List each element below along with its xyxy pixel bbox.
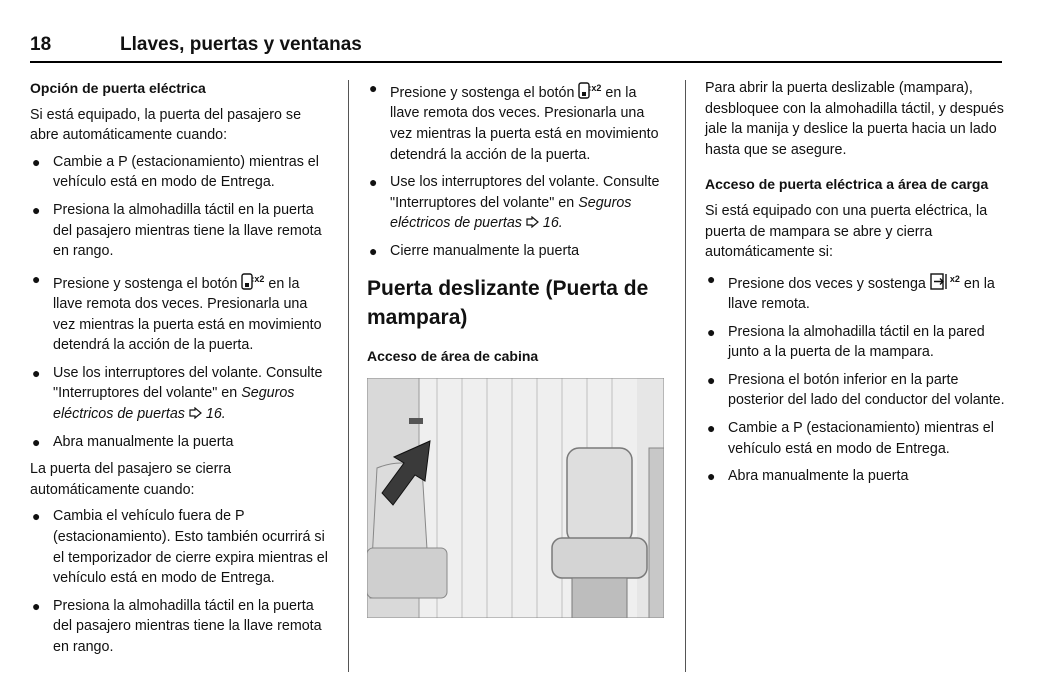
list-item: ● Cierre manualmente la puerta bbox=[369, 242, 580, 259]
list-item: ● Presiona la almohadilla táctil en la puerta del pasajero mientras tiene la llave remota en rango. bbox=[32, 597, 322, 656]
list bbox=[367, 78, 669, 262]
list-item: ● Presiona la almohadilla táctil en la puerta del pasajero mientras tiene la llave remota en rango. bbox=[32, 201, 322, 260]
remote-button-icon bbox=[241, 273, 254, 290]
close-conditions-list bbox=[30, 506, 332, 657]
reference-arrow-icon bbox=[526, 216, 539, 228]
remote-button-icon bbox=[578, 82, 591, 99]
page-number: 18 bbox=[30, 34, 52, 55]
list-item: ● Presione y sostenga el botón $^{x2}$ en la llave remota dos veces. Presionarla una vez mientras la puerta está en movimiento detendrá la acción de la puerta. bbox=[369, 80, 659, 163]
list bbox=[705, 269, 1005, 487]
reference-arrow-icon bbox=[189, 407, 202, 419]
sub-heading: Acceso de área de cabina bbox=[367, 347, 539, 364]
list-item: ● Abra manualmente la puerta bbox=[707, 468, 909, 485]
open-conditions-list bbox=[30, 152, 332, 452]
list-item: ● Presiona la almohadilla táctil en la pared junto a la puerta de la mampara. bbox=[707, 323, 985, 361]
list-item: ● Cambia el vehículo fuera de P (estacionamiento). Esto también ocurrirá si el temporizador de cierre expira mientras el vehículo está en modo de Entrega. bbox=[32, 508, 328, 587]
column-3 bbox=[705, 78, 1005, 494]
list-item: ● Cambie a P (estacionamiento) mientras el vehículo está en modo de Entrega. bbox=[32, 153, 319, 191]
column-divider bbox=[685, 80, 686, 672]
section-heading: Opción de puerta eléctrica bbox=[30, 80, 206, 96]
paragraph: La puerta del pasajero se cierra automáticamente cuando: bbox=[30, 461, 232, 498]
header-rule bbox=[30, 61, 1002, 63]
page-title: Llaves, puertas y ventanas bbox=[120, 34, 362, 55]
list-item: ● Use los interruptores del volante. Consulte "Interruptores del volante" en Seguros eléctricos de puertas 16. bbox=[369, 174, 660, 232]
section-heading: Acceso de puerta eléctrica a área de carga bbox=[705, 176, 989, 193]
cabin-door-photo bbox=[367, 378, 664, 618]
list-item: ● Presiona el botón inferior en la parte posterior del lado del conductor del volante. bbox=[707, 371, 1005, 409]
paragraph: Si está equipado con una puerta eléctrica, la puerta de mampara se abre y cierra automáticamente si: bbox=[705, 202, 988, 261]
column-1 bbox=[30, 78, 332, 665]
paragraph: Para abrir la puerta deslizable (mampara), desbloquee con la almohadilla táctil, y después jale la manija y deslice la puerta hacia un lado hasta que se asegure. bbox=[705, 80, 1004, 158]
list-item: ● Presione dos veces y sostenga $^{x2}$ en la llave remota. bbox=[707, 270, 995, 313]
column-2 bbox=[367, 78, 669, 625]
cross-reference: Seguros eléctricos de puertas bbox=[390, 194, 632, 232]
list-item: ● Use los interruptores del volante. Consulte "Interruptores del volante" en Seguros eléctricos de puertas 16. bbox=[32, 364, 323, 423]
cargo-door-button-icon bbox=[930, 273, 950, 290]
list-item: ● Abra manualmente la puerta bbox=[32, 433, 234, 450]
list-item: ● Presione y sostenga el botón $^{x2}$ en la llave remota dos veces. Presionarla una vez mientras la puerta está en movimiento detendrá la acción de la puerta. bbox=[32, 270, 322, 354]
cross-reference: Seguros eléctricos de puertas bbox=[53, 385, 295, 423]
section-title: Puerta deslizante (Puerta de mampara) bbox=[367, 276, 649, 329]
column-divider bbox=[348, 80, 349, 672]
page-header bbox=[30, 30, 1002, 62]
list-item: ● Cambie a P (estacionamiento) mientras el vehículo está en modo de Entrega. bbox=[707, 420, 994, 457]
paragraph: Si está equipado, la puerta del pasajero se abre automáticamente cuando: bbox=[30, 106, 302, 144]
